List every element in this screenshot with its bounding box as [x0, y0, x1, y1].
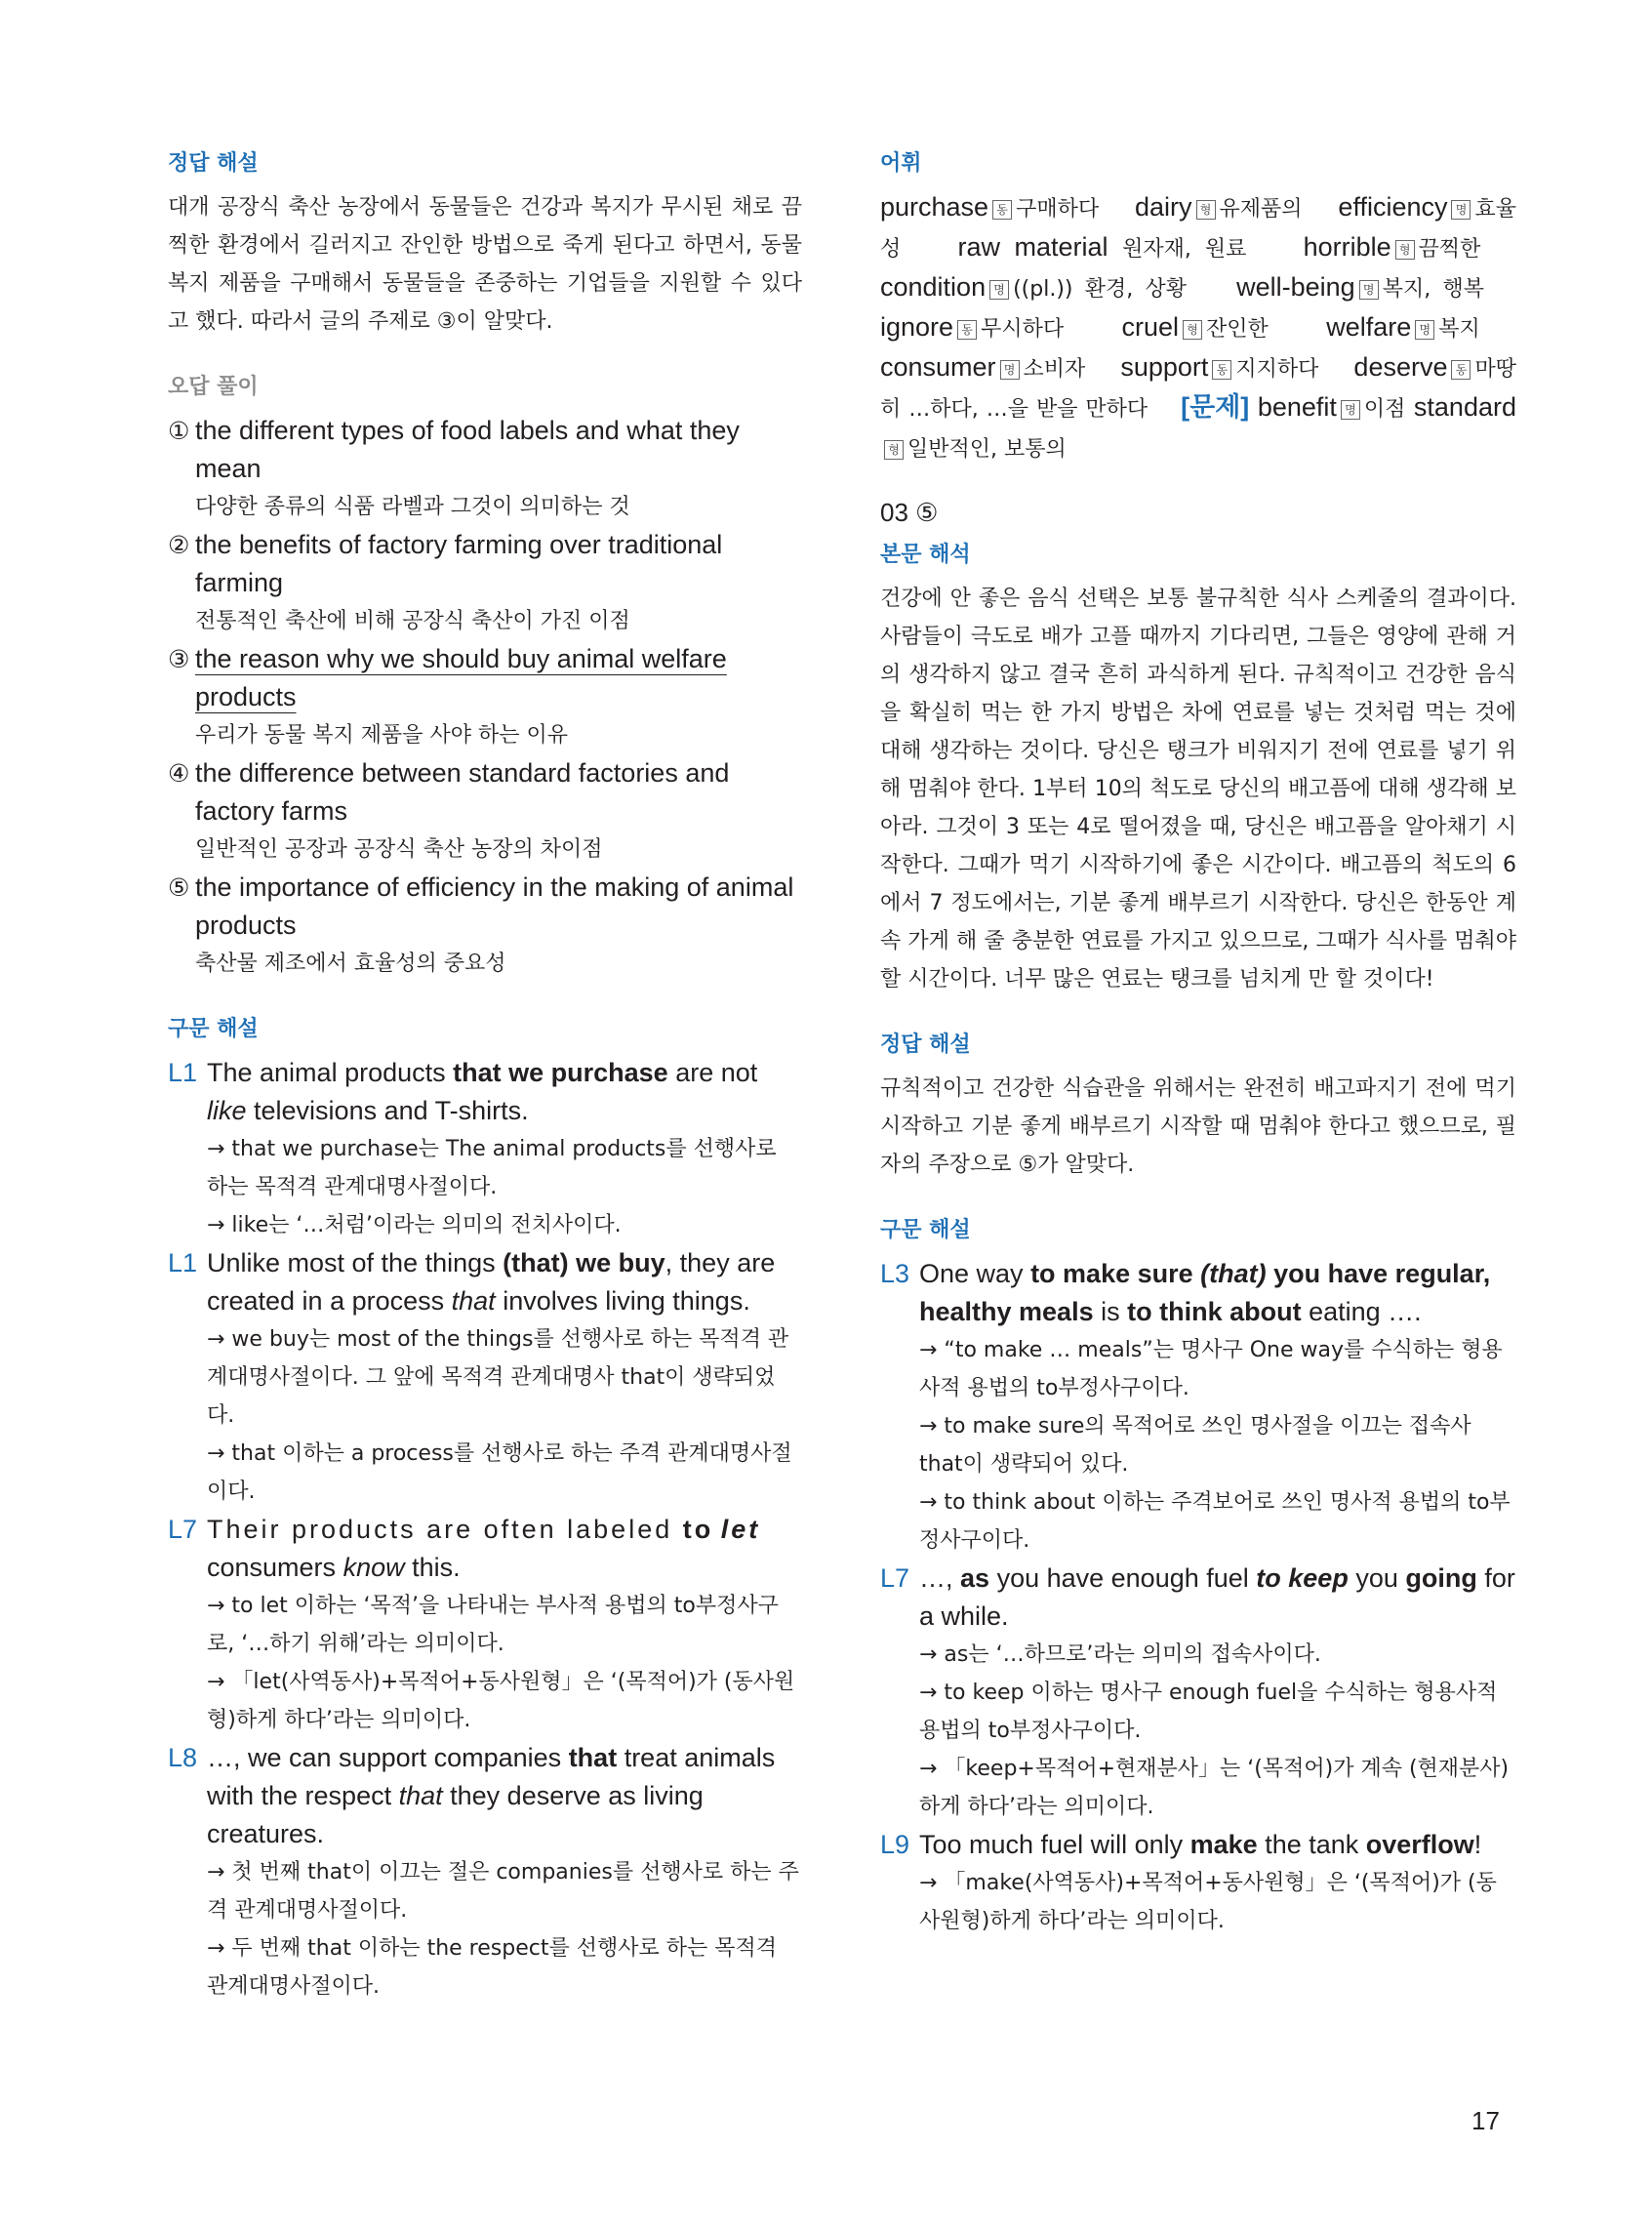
syntax-line: [168, 1054, 802, 1244]
vocab-word: purchase: [880, 192, 989, 222]
answer-heading: 정답 해설: [880, 1033, 971, 1057]
syntax-heading: 구문 해설: [880, 1218, 971, 1242]
vocab-word: support: [1120, 352, 1209, 382]
vocab-word: condition: [880, 272, 987, 302]
vocab-word: benefit: [1257, 392, 1337, 422]
line-ref: L7: [168, 1515, 198, 1544]
syntax-note: → 두 번째 that 이하는 the respect를 선행사로 하는 목적격 관계대명사절이다.: [207, 1936, 777, 1999]
vocab-word: ignore: [880, 312, 954, 342]
option-number: ⑤: [168, 873, 190, 902]
line-ref: L3: [880, 1259, 910, 1288]
option-english-underlined: the reason why we should buy animal welfare products: [195, 644, 727, 711]
pos-badge: 명: [989, 280, 1009, 300]
option-number: ③: [168, 645, 190, 673]
answer-explanation: 대개 공장식 축산 농장에서 동물들은 건강과 복지가 무시된 채로 끔찍한 환경에서 길러지고 잔인한 방법으로 죽게 된다고 하면서, 동물 복지 제품을 구매해서 동물들을 존중하는 기업들을 지원할 수 있다고 했다. 따라서 글의 주제로 ③이 알맞다.: [168, 195, 802, 334]
syntax-note: → 「make(사역동사)+목적어+동사원형」은 ‘(목적어)가 (동사원형)하게 하다’라는 의미이다.: [919, 1871, 1497, 1933]
syntax-note: → to think about 이하는 주격보어로 쓰인 명사적 용법의 to부정사구이다.: [919, 1490, 1511, 1553]
line-ref: L7: [880, 1563, 910, 1593]
options-list: [168, 412, 802, 983]
syntax-line: [168, 1244, 802, 1511]
syntax-note: → 「keep+목적어+현재분사」는 ‘(목적어)가 계속 (현재분사)하게 하다’라는 의미이다.: [919, 1757, 1510, 1819]
line-ref: L8: [168, 1743, 198, 1772]
syntax-note: → to keep 이하는 명사구 enough fuel을 수식하는 형용사적 용법의 to부정사구이다.: [919, 1681, 1498, 1743]
syntax-note: → to let 이하는 ‘목적’을 나타내는 부사적 용법의 to부정사구로, ‘…하기 위해’라는 의미이다.: [207, 1594, 779, 1656]
option-item: [168, 412, 802, 526]
syntax-sentence: The animal products that we purchase are not like televisions and T-shirts.: [207, 1058, 758, 1125]
option-number: ④: [168, 759, 190, 788]
pos-badge: 형: [1183, 320, 1202, 340]
syntax-sentence: …, we can support companies that treat animals with the respect that they deserve as living creatures.: [207, 1743, 776, 1848]
line-ref: L9: [880, 1830, 910, 1859]
vocab-word: welfare: [1326, 312, 1412, 342]
syntax-sentence: Their products are often labeled to let consumers know this.: [207, 1515, 761, 1582]
translation-heading: 본문 해석: [880, 543, 971, 567]
syntax-sentence: One way to make sure (that) you have regular, healthy meals is to think about eating ….: [919, 1259, 1491, 1326]
syntax-line: [168, 1511, 802, 1739]
answer-heading: 정답 해설: [168, 151, 259, 176]
line-ref: L1: [168, 1058, 198, 1087]
syntax-sentence: …, as you have enough fuel to keep you going for a while.: [919, 1563, 1515, 1631]
syntax-note: → like는 ‘…처럼’이라는 의미의 전치사이다.: [207, 1213, 622, 1237]
option-english: the difference between standard factories and factory farms: [195, 758, 730, 826]
line-ref: L1: [168, 1248, 198, 1277]
option-english: the different types of food labels and what they mean: [195, 416, 740, 483]
syntax-line: [880, 1826, 1516, 1940]
syntax-note: → as는 ‘…하므로’라는 의미의 접속사이다.: [919, 1642, 1321, 1667]
vocab-word: consumer: [880, 352, 996, 382]
syntax-note: → “to make … meals”는 명사구 One way를 수식하는 형용사적 용법의 to부정사구이다.: [919, 1338, 1503, 1400]
vocab-word: efficiency: [1338, 192, 1448, 222]
left-column: [168, 146, 802, 2006]
problem-tag: [문제]: [1181, 392, 1250, 422]
option-item: [168, 526, 802, 640]
question-answer-number: 03 ⑤: [880, 498, 939, 527]
vocab-word: standard: [1413, 392, 1516, 422]
syntax-note: → 「let(사역동사)+목적어+동사원형」은 ‘(목적어)가 (동사원형)하게 하다’라는 의미이다.: [207, 1670, 795, 1732]
option-english: the importance of efficiency in the making of animal products: [195, 872, 794, 940]
pos-badge: 동: [1212, 360, 1231, 380]
option-item-correct: [168, 640, 802, 754]
syntax-note: → 첫 번째 that이 이끄는 절은 companies를 선행사로 하는 주격 관계대명사절이다.: [207, 1860, 799, 1923]
vocab-word: well-being: [1236, 272, 1355, 302]
syntax-note: → that 이하는 a process를 선행사로 하는 주격 관계대명사절이다.: [207, 1441, 792, 1504]
vocab-list: purchase 동 구매하다 dairy 형 유제품의 efficiency 명 효율성 raw material 원자재, 원료 horrible 형 끔찍한 condition 명 ((pl.)) 환경, 상황 well-being 명 복지, 행복 ignore 동 무시하다 cruel 형 잔인한 welfare 명 복지 consumer 명 소비자 support 동 지지하다 deserve 동 마땅히 …하다, …을 받을 만하다 [문제] benefit 명 이점 standard형 일반적인, 보통의: [880, 192, 1516, 462]
option-number: ②: [168, 531, 190, 559]
pos-badge: 동: [1451, 360, 1471, 380]
pos-badge: 형: [1395, 240, 1415, 260]
answer-explanation: 규칙적이고 건강한 식습관을 위해서는 완전히 배고파지기 전에 먹기 시작하고 기분 좋게 배부르기 시작할 때 멈춰야 한다고 했으므로, 필자의 주장으로 ⑤가 알맞다.: [880, 1076, 1516, 1177]
option-korean: 전통적인 축산에 비해 공장식 축산이 가진 이점: [195, 609, 630, 633]
vocab-word: horrible: [1303, 232, 1391, 262]
page-number: 17: [1471, 2106, 1500, 2135]
option-korean: 축산물 제조에서 효율성의 중요성: [195, 952, 506, 976]
option-korean: 다양한 종류의 식품 라벨과 그것이 의미하는 것: [195, 495, 630, 519]
syntax-line: [880, 1255, 1516, 1560]
pos-badge: 명: [1341, 400, 1360, 420]
translation-text: 건강에 안 좋은 음식 선택은 보통 불규칙한 식사 스케줄의 결과이다. 사람들이 극도로 배가 고플 때까지 기다리면, 그들은 영양에 관해 거의 생각하지 않고 결국 흔히 과식하게 된다. 규칙적이고 건강한 음식을 확실히 먹는 한 가지 방법은 차에 연료를 넣는 것처럼 먹는 것에 대해 생각하는 것이다. 당신은 탱크가 비워지기 전에 연료를 넣기 위해 멈춰야 한다. 1부터 10의 척도로 당신의 배고픔에 대해 생각해 보아라. 그것이 3 또는 4로 떨어졌을 때, 당신은 배고픔을 알아채기 시작한다. 그때가 먹기 시작하기에 좋은 시간이다. 배고픔의 척도의 6에서 7 정도에서는, 기분 좋게 배부르기 시작한다. 당신은 한동안 계속 가게 해 줄 충분한 연료를 가지고 있으므로, 그때가 식사를 멈춰야 할 시간이다. 너무 많은 연료는 탱크를 넘치게 만 할 것이다!: [880, 587, 1516, 992]
vocab-word: cruel: [1121, 312, 1180, 342]
pos-badge: 명: [1451, 200, 1471, 220]
syntax-note: → to make sure의 목적어로 쓰인 명사절을 이끄는 접속사 that이 생략되어 있다.: [919, 1414, 1471, 1477]
syntax-sentence: Unlike most of the things (that) we buy, they are created in a process that involves living things.: [207, 1248, 776, 1316]
syntax-sentence: Too much fuel will only make the tank overflow!: [919, 1830, 1482, 1859]
option-number: ①: [168, 417, 190, 445]
option-korean: 일반적인 공장과 공장식 축산 농장의 차이점: [195, 837, 603, 862]
option-korean: 우리가 동물 복지 제품을 사야 하는 이유: [195, 723, 568, 748]
syntax-line: [880, 1560, 1516, 1826]
wrong-answers-heading: 오답 풀이: [168, 375, 259, 399]
syntax-note: → we buy는 most of the things를 선행사로 하는 목적격 관계대명사절이다. 그 앞에 목적격 관계대명사 that이 생략되었다.: [207, 1327, 789, 1428]
pos-badge: 명: [1359, 280, 1379, 300]
right-column: [880, 146, 1516, 1940]
pos-badge: 형: [884, 440, 904, 460]
pos-badge: 동: [957, 320, 977, 340]
option-item: [168, 869, 802, 983]
pos-badge: 동: [992, 200, 1012, 220]
syntax-note: → that we purchase는 The animal products를 선행사로 하는 목적격 관계대명사절이다.: [207, 1137, 777, 1199]
vocab-heading: 어휘: [880, 151, 922, 176]
syntax-line: [168, 1739, 802, 2006]
pos-badge: 형: [1196, 200, 1216, 220]
syntax-heading: 구문 해설: [168, 1017, 259, 1041]
pos-badge: 명: [1415, 320, 1434, 340]
option-english: the benefits of factory farming over traditional farming: [195, 530, 723, 597]
vocab-word: deserve: [1353, 352, 1448, 382]
option-item: [168, 754, 802, 869]
pos-badge: 명: [1000, 360, 1020, 380]
vocab-word: dairy: [1134, 192, 1192, 222]
vocab-word: raw material: [957, 232, 1108, 262]
